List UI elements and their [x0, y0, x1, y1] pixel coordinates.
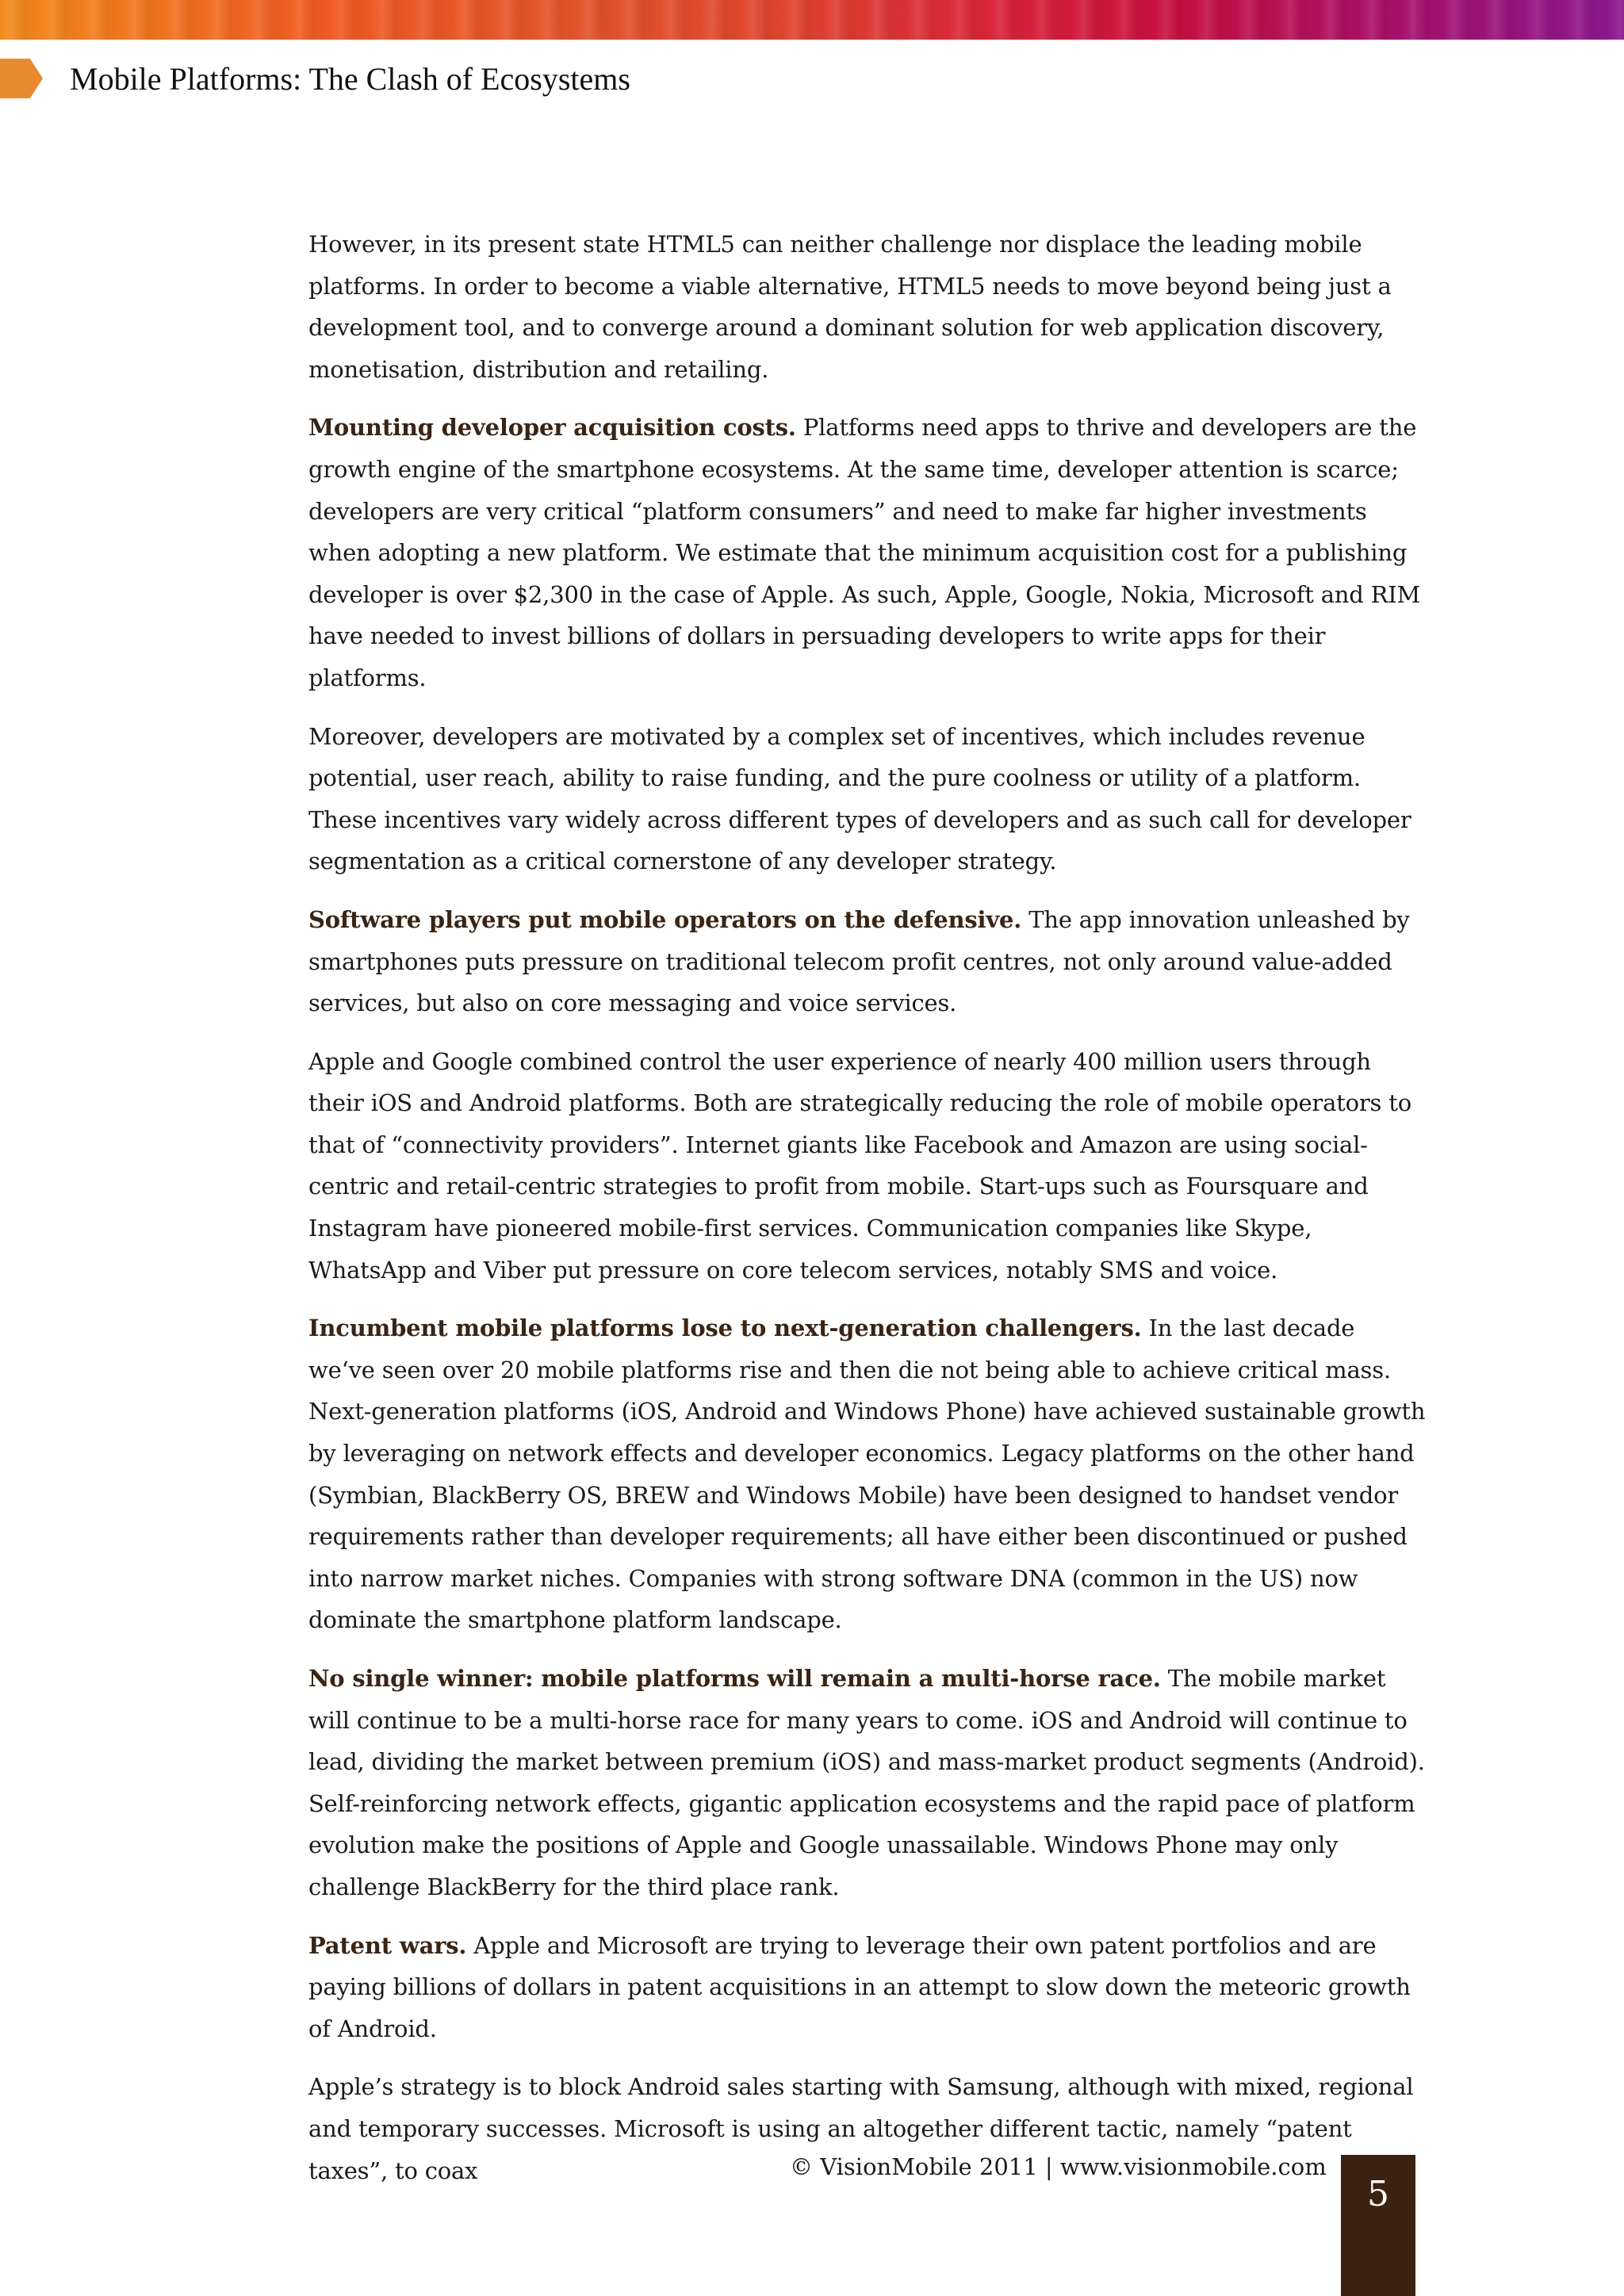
paragraph-incumbent-platforms: [308, 1307, 1428, 1641]
header-arrow-icon: [0, 59, 43, 98]
page-header-title: Mobile Platforms: The Clash of Ecosystems: [70, 61, 630, 97]
paragraph-apple-google-control: [308, 1041, 1428, 1292]
paragraph-text: Platforms need apps to thrive and developers are the growth engine of the smartphone ecosystems. At the same time, developer attention is scarce; developers are very critical “platform consumers” and need to make far higher investments when adopting a new platform. We estimate that the minimum acquisition cost for a publishing developer is over $2,300 in the case of Apple. As such, Apple, Google, Nokia, Microsoft and RIM have needed to invest billions of dollars in persuading developers to write apps for their platforms.: [308, 414, 1421, 691]
paragraph-text: Apple and Microsoft are trying to leverage their own patent portfolios and are paying billions of dollars in patent acquisitions in an attempt to slow down the meteoric growth of Android.: [308, 1931, 1411, 2042]
header-band-texture: [0, 0, 1624, 40]
paragraph-operators-defensive: [308, 899, 1428, 1024]
paragraph-multi-horse-race: [308, 1658, 1428, 1908]
paragraph-lead-heading: No single winner: mobile platforms will remain a multi-horse race.: [308, 1665, 1161, 1692]
footer-copyright: © VisionMobile 2011 | www.visionmobile.com: [790, 2153, 1327, 2180]
paragraph-developer-incentives: [308, 716, 1428, 882]
paragraph-text: However, in its present state HTML5 can neither challenge nor displace the leading mobile platforms. In order to become a viable alternative, HTML5 needs to move beyond being just a development tool, and to converge around a dominant solution for web application discovery, monetisation, distribution and retailing.: [308, 231, 1392, 383]
paragraph-text: Moreover, developers are motivated by a complex set of incentives, which includes revenue potential, user reach, ability to raise funding, and the pure coolness or utility of a platform. These incentives vary widely across different types of developers and as such call for developer segmentation as a critical cornerstone of any developer strategy.: [308, 722, 1411, 875]
paragraph-text: The app innovation unleashed by smartphones puts pressure on traditional telecom profit centres, not only around value-added services, but also on core messaging and voice services.: [308, 905, 1410, 1017]
paragraph-lead-heading: Software players put mobile operators on the defensive.: [308, 905, 1022, 933]
paragraph-lead-heading: Mounting developer acquisition costs.: [308, 414, 796, 442]
paragraph-text: In the last decade we‘ve seen over 20 mobile platforms rise and then die not being able to achieve critical mass. Next-generation platforms (iOS, Android and Windows Phone) have achieved sustainable growth by leveraging on network effects and developer economics. Legacy platforms on the other hand (Symbian, BlackBerry OS, BREW and Windows Mobile) have been designed to handset vendor requirements rather than developer requirements; all have either been discontinued or pushed into narrow market niches. Companies with strong software DNA (common in the US) now dominate the smartphone platform landscape.: [308, 1314, 1426, 1634]
paragraph-lead-heading: Incumbent mobile platforms lose to next-generation challengers.: [308, 1314, 1142, 1342]
page-number: 5: [1367, 2174, 1389, 2214]
paragraph-text: Apple and Google combined control the user experience of nearly 400 million users through their iOS and Android platforms. Both are strategically reducing the role of mobile operators to that of “connectivity providers”. Internet giants like Facebook and Amazon are using social-centric and retail-centric strategies to profit from mobile. Start-ups such as Foursquare and Instagram have pioneered mobile-first services. Communication companies like Skype, WhatsApp and Viber put pressure on core telecom services, notably SMS and voice.: [308, 1047, 1411, 1284]
paragraph-lead-heading: Patent wars.: [308, 1931, 467, 1959]
paragraph-developer-costs: [308, 407, 1428, 698]
page-number-box: [1341, 2155, 1415, 2296]
paragraph-text: Apple’s strategy is to block Android sales starting with Samsung, although with mixed, regional and temporary successes. Microsoft is using an altogether different tactic, namely “patent taxes”, to coax: [308, 2073, 1414, 2184]
document-body: [308, 224, 1428, 2208]
paragraph-patent-wars: [308, 1925, 1428, 2050]
paragraph-html5-limits: [308, 224, 1428, 390]
paragraph-text: The mobile market will continue to be a multi-horse race for many years to come. iOS and Android will continue to lead, dividing the market between premium (iOS) and mass-market product segments (Android). Self-reinforcing network effects, gigantic application ecosystems and the rapid pace of platform evolution make the positions of Apple and Google unassailable. Windows Phone may only challenge BlackBerry for the third place rank.: [308, 1665, 1425, 1900]
